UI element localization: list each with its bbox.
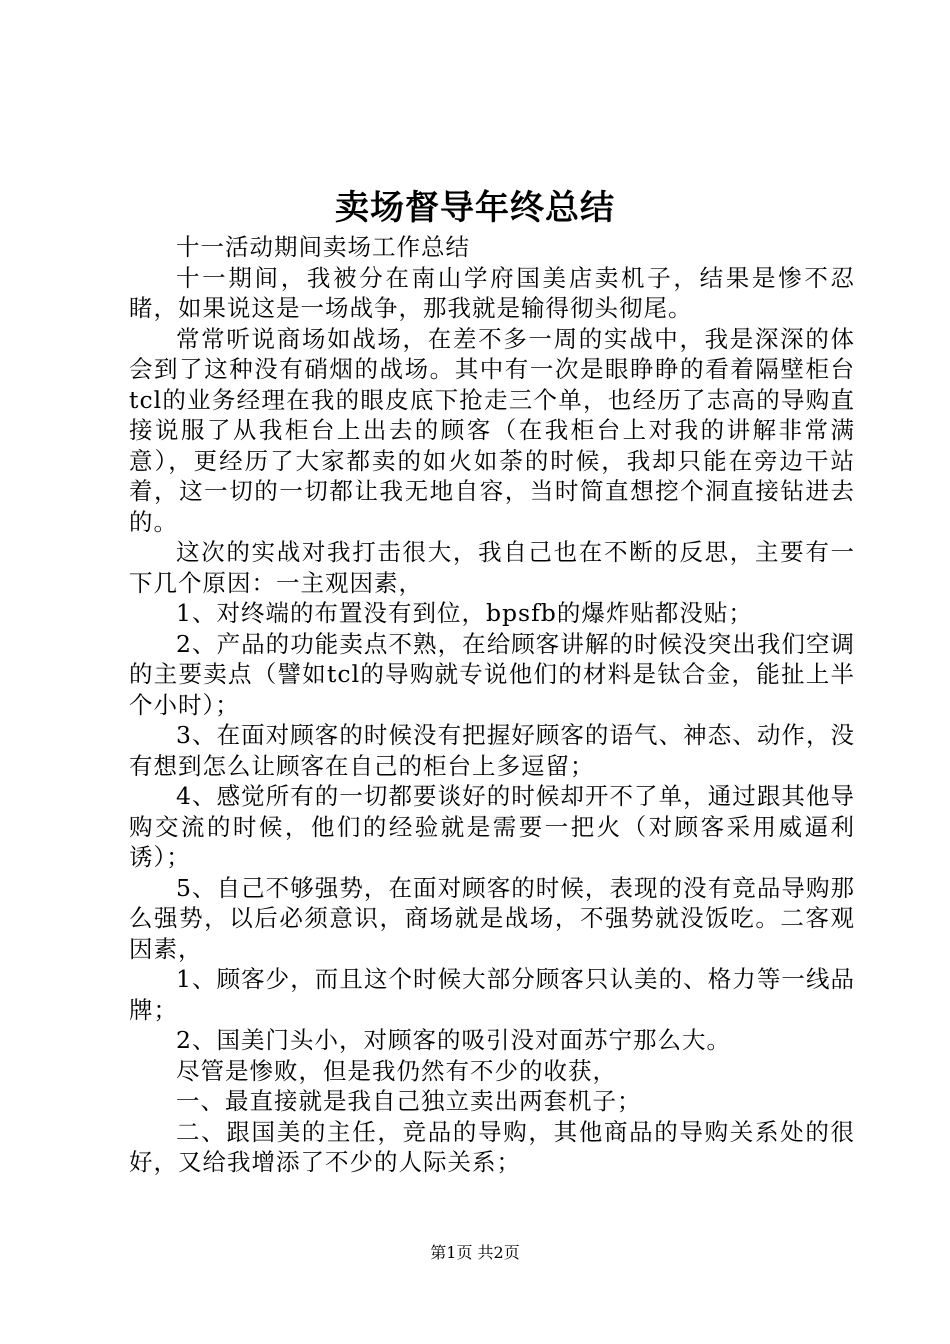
paragraph: 常常听说商场如战场，在差不多一周的实战中，我是深深的体会到了这种没有硝烟的战场。其中有一次是眼睁睁的看着隔壁柜台tcl的业务经理在我的眼皮底下抢走三个单，也经历了志高的导购直接说服了从我柜台上出去的顾客（在我柜台上对我的讲解非常满意），更经历了大家都卖的如火如荼的时候，我却只能在旁边干站着，这一切的一切都让我无地自容，当时简直想挖个洞直接钻进去的。 [129,324,855,536]
paragraph: 十一活动期间卖场工作总结 [176,233,470,261]
paragraph: 1、对终端的布置没有到位，bpsfb的爆炸贴都没贴； [176,599,753,627]
paragraph: 5、自己不够强势，在面对顾客的时候，表现的没有竞品导购那么强势，以后必须意识，商场就是战场，不强势就没饭吃。二客观因素， [129,873,855,963]
paragraph: 尽管是惨败，但是我仍然有不少的收获， [176,1056,617,1085]
paragraph: 3、在面对顾客的时候没有把握好顾客的语气、神态、动作，没有想到怎么让顾客在自己的柜台上多逗留； [129,721,855,780]
paragraph: 二、跟国美的主任，竞品的导购，其他商品的导购关系处的很好，又给我增添了不少的人际关系； [129,1117,855,1176]
page-number-footer: 第1页 共2页 [430,1243,520,1262]
paragraph: 十一期间，我被分在南山学府国美店卖机子，结果是惨不忍睹，如果说这是一场战争，那我就是输得彻头彻尾。 [129,263,855,322]
document-body [129,232,855,1178]
document-title: 卖场督导年终总结 [335,188,615,228]
paragraph: 2、产品的功能卖点不熟，在给顾客讲解的时候没突出我们空调的主要卖点（譬如tcl的导购就专说他们的材料是钛合金，能扯上半个小时）； [129,629,855,719]
paragraph: 2、国美门头小，对顾客的吸引没对面苏宁那么大。 [176,1026,731,1054]
paragraph: 一、最直接就是我自己独立卖出两套机子； [176,1087,642,1115]
paragraph: 这次的实战对我打击很大，我自己也在不断的反思，主要有一下几个原因：一主观因素， [129,538,855,597]
paragraph: 1、顾客少，而且这个时候大部分顾客只认美的、格力等一线品牌； [129,965,855,1024]
paragraph: 4、感觉所有的一切都要谈好的时候却开不了单，通过跟其他导购交流的时候，他们的经验就是需要一把火（对顾客采用威逼利诱）； [129,782,855,871]
